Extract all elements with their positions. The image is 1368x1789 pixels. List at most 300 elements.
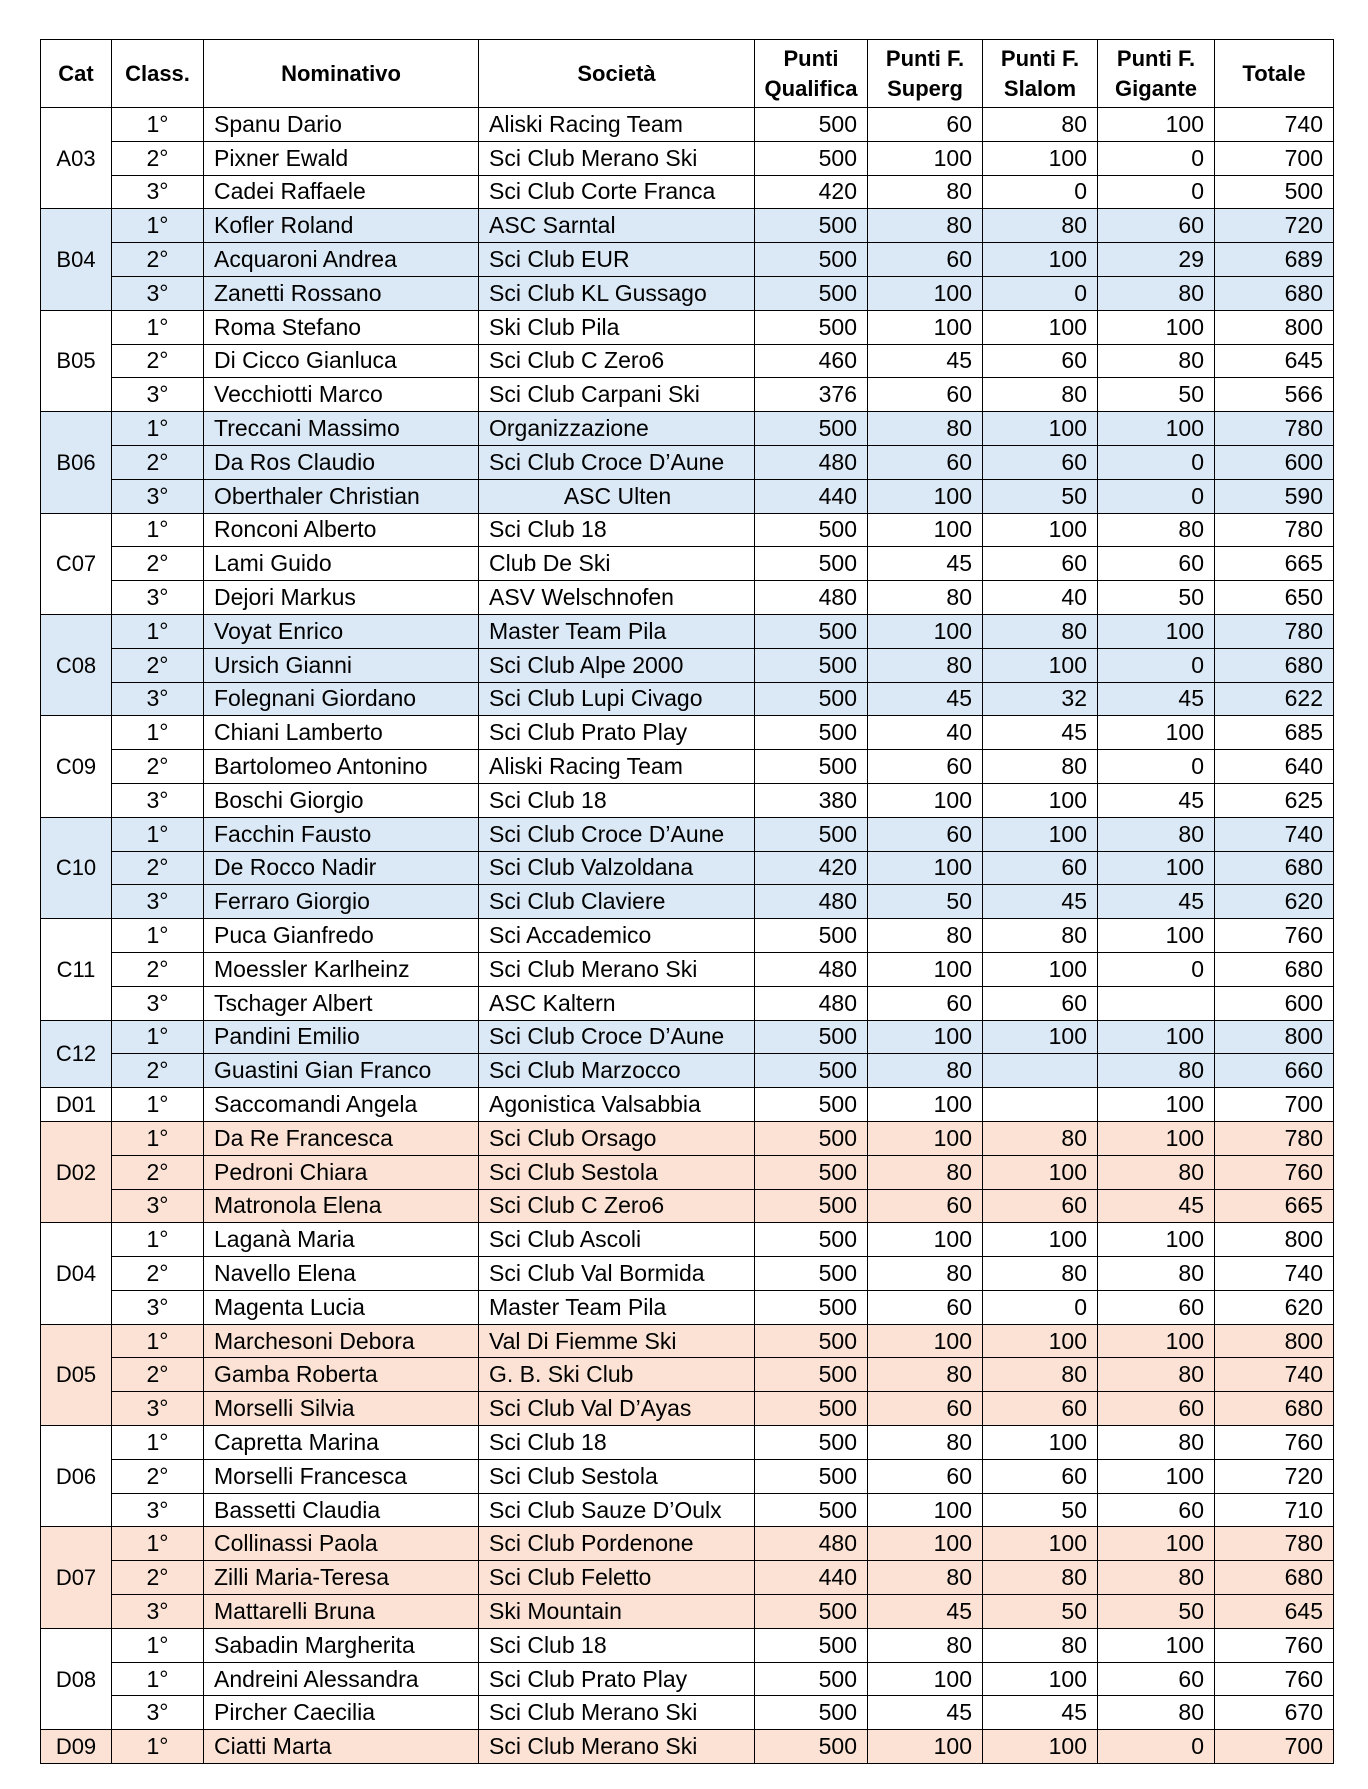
club-cell: Sci Club Valzoldana [479,851,755,885]
club-cell: Sci Club Ascoli [479,1223,755,1257]
athlete-name-cell: Laganà Maria [204,1223,479,1257]
position-cell: 3° [112,276,204,310]
athlete-name-cell: Tschager Albert [204,986,479,1020]
qualifying-points-cell: 500 [755,919,868,953]
table-row [41,445,1334,479]
gigante-points-cell: 50 [1098,1595,1215,1629]
table-row [41,1223,1334,1257]
gigante-points-cell: 45 [1098,783,1215,817]
qualifying-points-cell: 500 [755,513,868,547]
total-points-cell: 760 [1215,1426,1334,1460]
table-row [41,175,1334,209]
table-row [41,1730,1334,1764]
category-cell: A03 [41,108,112,209]
header-class: Class. [112,40,204,108]
gigante-points-cell: 45 [1098,885,1215,919]
gigante-points-cell: 0 [1098,952,1215,986]
club-cell: Sci Club C Zero6 [479,344,755,378]
superg-points-cell: 100 [868,783,983,817]
slalom-points-cell: 100 [983,952,1098,986]
table-row [41,1088,1334,1122]
gigante-points-cell: 80 [1098,1426,1215,1460]
athlete-name-cell: Da Ros Claudio [204,445,479,479]
athlete-name-cell: Puca Gianfredo [204,919,479,953]
superg-points-cell: 45 [868,1696,983,1730]
athlete-name-cell: Ursich Gianni [204,648,479,682]
superg-points-cell: 60 [868,1459,983,1493]
slalom-points-cell: 100 [983,1527,1098,1561]
superg-points-cell: 60 [868,445,983,479]
qualifying-points-cell: 480 [755,581,868,615]
table-row [41,716,1334,750]
table-row [41,1189,1334,1223]
total-points-cell: 680 [1215,952,1334,986]
gigante-points-cell: 0 [1098,175,1215,209]
club-cell: Sci Club 18 [479,513,755,547]
athlete-name-cell: Ronconi Alberto [204,513,479,547]
qualifying-points-cell: 420 [755,175,868,209]
qualifying-points-cell: 480 [755,986,868,1020]
slalom-points-cell: 100 [983,1223,1098,1257]
slalom-points-cell: 45 [983,1696,1098,1730]
total-points-cell: 780 [1215,513,1334,547]
slalom-points-cell: 60 [983,445,1098,479]
position-cell: 3° [112,1595,204,1629]
slalom-points-cell: 80 [983,1358,1098,1392]
athlete-name-cell: Chiani Lamberto [204,716,479,750]
superg-points-cell: 100 [868,310,983,344]
slalom-points-cell: 32 [983,682,1098,716]
position-cell: 2° [112,648,204,682]
gigante-points-cell: 100 [1098,1088,1215,1122]
results-body [41,108,1334,1764]
athlete-name-cell: Marchesoni Debora [204,1324,479,1358]
total-points-cell: 500 [1215,175,1334,209]
gigante-points-cell: 100 [1098,919,1215,953]
category-cell: D05 [41,1324,112,1425]
gigante-points-cell: 100 [1098,108,1215,142]
superg-points-cell: 100 [868,1493,983,1527]
position-cell: 1° [112,412,204,446]
qualifying-points-cell: 500 [755,1189,868,1223]
qualifying-points-cell: 460 [755,344,868,378]
club-cell: ASV Welschnofen [479,581,755,615]
slalom-points-cell [983,1054,1098,1088]
superg-points-cell: 60 [868,1290,983,1324]
qualifying-points-cell: 500 [755,1493,868,1527]
qualifying-points-cell: 376 [755,378,868,412]
slalom-points-cell: 100 [983,310,1098,344]
qualifying-points-cell: 500 [755,1257,868,1291]
gigante-points-cell: 100 [1098,1628,1215,1662]
table-row [41,648,1334,682]
superg-points-cell: 60 [868,1189,983,1223]
category-cell: C08 [41,614,112,715]
gigante-points-cell: 80 [1098,1696,1215,1730]
athlete-name-cell: Collinassi Paola [204,1527,479,1561]
slalom-points-cell: 50 [983,1493,1098,1527]
table-row [41,1561,1334,1595]
header-superg-line1: Punti F. [885,45,965,71]
table-row [41,1696,1334,1730]
slalom-points-cell: 100 [983,1155,1098,1189]
header-gigante-line1: Punti F. [1116,45,1196,71]
superg-points-cell: 60 [868,378,983,412]
position-cell: 1° [112,1223,204,1257]
gigante-points-cell: 80 [1098,513,1215,547]
header-name: Nominativo [204,40,479,108]
club-cell: Sci Club Merano Ski [479,1696,755,1730]
gigante-points-cell: 80 [1098,817,1215,851]
superg-points-cell: 60 [868,817,983,851]
superg-points-cell: 60 [868,243,983,277]
table-row [41,750,1334,784]
slalom-points-cell: 80 [983,108,1098,142]
gigante-points-cell: 0 [1098,445,1215,479]
slalom-points-cell [983,1088,1098,1122]
total-points-cell: 700 [1215,141,1334,175]
qualifying-points-cell: 480 [755,885,868,919]
qualifying-points-cell: 500 [755,412,868,446]
club-cell: ASC Sarntal [479,209,755,243]
table-row [41,1257,1334,1291]
athlete-name-cell: Dejori Markus [204,581,479,615]
superg-points-cell: 50 [868,885,983,919]
position-cell: 3° [112,1290,204,1324]
club-cell: Sci Club Claviere [479,885,755,919]
position-cell: 2° [112,243,204,277]
qualifying-points-cell: 380 [755,783,868,817]
header-cat: Cat [41,40,112,108]
qualifying-points-cell: 500 [755,108,868,142]
gigante-points-cell: 100 [1098,716,1215,750]
position-cell: 3° [112,682,204,716]
table-row [41,581,1334,615]
position-cell: 2° [112,344,204,378]
club-cell: Sci Club 18 [479,1628,755,1662]
total-points-cell: 665 [1215,547,1334,581]
total-points-cell: 622 [1215,682,1334,716]
position-cell: 1° [112,1020,204,1054]
club-cell: Ski Club Pila [479,310,755,344]
qualifying-points-cell: 480 [755,1527,868,1561]
gigante-points-cell: 100 [1098,614,1215,648]
slalom-points-cell: 80 [983,1257,1098,1291]
results-table [40,39,1334,1764]
total-points-cell: 800 [1215,1223,1334,1257]
slalom-points-cell: 50 [983,1595,1098,1629]
table-row [41,952,1334,986]
athlete-name-cell: Roma Stefano [204,310,479,344]
superg-points-cell: 60 [868,986,983,1020]
total-points-cell: 590 [1215,479,1334,513]
superg-points-cell: 80 [868,648,983,682]
total-points-cell: 680 [1215,851,1334,885]
club-cell: Sci Club Sauze D’Oulx [479,1493,755,1527]
qualifying-points-cell: 500 [755,1392,868,1426]
total-points-cell: 665 [1215,1189,1334,1223]
slalom-points-cell: 100 [983,648,1098,682]
gigante-points-cell: 80 [1098,1561,1215,1595]
superg-points-cell: 100 [868,851,983,885]
position-cell: 1° [112,817,204,851]
position-cell: 3° [112,1493,204,1527]
table-row [41,276,1334,310]
athlete-name-cell: Mattarelli Bruna [204,1595,479,1629]
slalom-points-cell: 45 [983,885,1098,919]
total-points-cell: 670 [1215,1696,1334,1730]
category-cell: D04 [41,1223,112,1324]
gigante-points-cell: 50 [1098,378,1215,412]
gigante-points-cell: 60 [1098,1392,1215,1426]
slalom-points-cell: 50 [983,479,1098,513]
total-points-cell: 710 [1215,1493,1334,1527]
total-points-cell: 760 [1215,1628,1334,1662]
qualifying-points-cell: 500 [755,547,868,581]
athlete-name-cell: Lami Guido [204,547,479,581]
total-points-cell: 650 [1215,581,1334,615]
superg-points-cell: 80 [868,1561,983,1595]
total-points-cell: 780 [1215,1527,1334,1561]
table-row [41,851,1334,885]
club-cell: Sci Club Sestola [479,1459,755,1493]
slalom-points-cell: 60 [983,986,1098,1020]
qualifying-points-cell: 500 [755,1459,868,1493]
header-slalom [983,40,1098,108]
header-slalom-line2: Slalom [1003,75,1077,101]
qualifying-points-cell: 500 [755,1155,868,1189]
superg-points-cell: 100 [868,479,983,513]
qualifying-points-cell: 500 [755,817,868,851]
position-cell: 1° [112,1527,204,1561]
total-points-cell: 760 [1215,1662,1334,1696]
table-row [41,1290,1334,1324]
athlete-name-cell: Moessler Karlheinz [204,952,479,986]
club-cell: Sci Club Lupi Civago [479,682,755,716]
gigante-points-cell: 80 [1098,276,1215,310]
slalom-points-cell: 45 [983,716,1098,750]
total-points-cell: 640 [1215,750,1334,784]
slalom-points-cell: 80 [983,1561,1098,1595]
athlete-name-cell: Pircher Caecilia [204,1696,479,1730]
header-gigante-line2: Gigante [1115,75,1197,101]
superg-points-cell: 100 [868,952,983,986]
header-row [41,40,1334,108]
table-row [41,378,1334,412]
total-points-cell: 680 [1215,1392,1334,1426]
club-cell: Master Team Pila [479,1290,755,1324]
athlete-name-cell: Andreini Alessandra [204,1662,479,1696]
athlete-name-cell: Morselli Francesca [204,1459,479,1493]
position-cell: 2° [112,750,204,784]
gigante-points-cell: 60 [1098,209,1215,243]
qualifying-points-cell: 500 [755,614,868,648]
table-row [41,1662,1334,1696]
superg-points-cell: 45 [868,682,983,716]
total-points-cell: 620 [1215,885,1334,919]
club-cell: Sci Club 18 [479,783,755,817]
total-points-cell: 740 [1215,108,1334,142]
slalom-points-cell: 0 [983,175,1098,209]
gigante-points-cell: 100 [1098,1020,1215,1054]
club-cell: Sci Club Croce D’Aune [479,1020,755,1054]
total-points-cell: 780 [1215,614,1334,648]
athlete-name-cell: Matronola Elena [204,1189,479,1223]
slalom-points-cell: 100 [983,141,1098,175]
total-points-cell: 689 [1215,243,1334,277]
club-cell: Sci Club 18 [479,1426,755,1460]
gigante-points-cell: 80 [1098,1257,1215,1291]
position-cell: 1° [112,1628,204,1662]
position-cell: 2° [112,1459,204,1493]
position-cell: 3° [112,1696,204,1730]
qualifying-points-cell: 500 [755,750,868,784]
total-points-cell: 740 [1215,817,1334,851]
athlete-name-cell: Acquaroni Andrea [204,243,479,277]
total-points-cell: 760 [1215,919,1334,953]
club-cell: ASC Kaltern [479,986,755,1020]
table-row [41,986,1334,1020]
table-row [41,817,1334,851]
superg-points-cell: 100 [868,1088,983,1122]
position-cell: 1° [112,310,204,344]
superg-points-cell: 60 [868,1392,983,1426]
superg-points-cell: 80 [868,1054,983,1088]
superg-points-cell: 100 [868,1662,983,1696]
total-points-cell: 720 [1215,1459,1334,1493]
athlete-name-cell: Di Cicco Gianluca [204,344,479,378]
gigante-points-cell: 100 [1098,1459,1215,1493]
category-cell: D02 [41,1121,112,1222]
table-row [41,1155,1334,1189]
qualifying-points-cell: 480 [755,952,868,986]
club-cell: Ski Mountain [479,1595,755,1629]
slalom-points-cell: 60 [983,1392,1098,1426]
total-points-cell: 680 [1215,1561,1334,1595]
athlete-name-cell: Voyat Enrico [204,614,479,648]
gigante-points-cell: 80 [1098,1155,1215,1189]
slalom-points-cell: 60 [983,547,1098,581]
athlete-name-cell: Pedroni Chiara [204,1155,479,1189]
qualifying-points-cell: 500 [755,682,868,716]
superg-points-cell: 80 [868,1426,983,1460]
table-row [41,919,1334,953]
total-points-cell: 680 [1215,276,1334,310]
superg-points-cell: 45 [868,344,983,378]
category-cell: C11 [41,919,112,1020]
superg-points-cell: 80 [868,1257,983,1291]
qualifying-points-cell: 440 [755,479,868,513]
slalom-points-cell: 100 [983,817,1098,851]
table-row [41,479,1334,513]
superg-points-cell: 80 [868,1358,983,1392]
qualifying-points-cell: 500 [755,1696,868,1730]
qualifying-points-cell: 500 [755,1324,868,1358]
superg-points-cell: 100 [868,1730,983,1764]
qualifying-points-cell: 500 [755,1426,868,1460]
gigante-points-cell: 100 [1098,412,1215,446]
club-cell: Aliski Racing Team [479,108,755,142]
position-cell: 2° [112,141,204,175]
club-cell: Sci Club Val D’Ayas [479,1392,755,1426]
position-cell: 2° [112,547,204,581]
slalom-points-cell: 0 [983,276,1098,310]
superg-points-cell: 100 [868,513,983,547]
athlete-name-cell: Guastini Gian Franco [204,1054,479,1088]
gigante-points-cell: 100 [1098,851,1215,885]
slalom-points-cell: 100 [983,1426,1098,1460]
position-cell: 1° [112,614,204,648]
table-row [41,547,1334,581]
position-cell: 2° [112,445,204,479]
position-cell: 3° [112,783,204,817]
slalom-points-cell: 40 [983,581,1098,615]
athlete-name-cell: Pandini Emilio [204,1020,479,1054]
total-points-cell: 680 [1215,648,1334,682]
athlete-name-cell: De Rocco Nadir [204,851,479,885]
athlete-name-cell: Saccomandi Angela [204,1088,479,1122]
table-row [41,885,1334,919]
position-cell: 3° [112,378,204,412]
total-points-cell: 780 [1215,412,1334,446]
gigante-points-cell: 60 [1098,1290,1215,1324]
athlete-name-cell: Facchin Fausto [204,817,479,851]
header-qual [755,40,868,108]
category-cell: B06 [41,412,112,513]
table-row [41,243,1334,277]
header-superg [868,40,983,108]
total-points-cell: 740 [1215,1358,1334,1392]
position-cell: 2° [112,851,204,885]
position-cell: 3° [112,986,204,1020]
category-cell: B05 [41,310,112,411]
superg-points-cell: 80 [868,1155,983,1189]
slalom-points-cell: 60 [983,1459,1098,1493]
club-cell: Sci Club KL Gussago [479,276,755,310]
position-cell: 3° [112,175,204,209]
qualifying-points-cell: 500 [755,648,868,682]
athlete-name-cell: Oberthaler Christian [204,479,479,513]
position-cell: 1° [112,1121,204,1155]
club-cell: Sci Club Marzocco [479,1054,755,1088]
athlete-name-cell: Sabadin Margherita [204,1628,479,1662]
qualifying-points-cell: 500 [755,1290,868,1324]
slalom-points-cell: 60 [983,344,1098,378]
table-row [41,1358,1334,1392]
superg-points-cell: 100 [868,141,983,175]
athlete-name-cell: Vecchiotti Marco [204,378,479,412]
position-cell: 1° [112,1662,204,1696]
qualifying-points-cell: 480 [755,445,868,479]
position-cell: 2° [112,1358,204,1392]
athlete-name-cell: Ciatti Marta [204,1730,479,1764]
position-cell: 2° [112,1054,204,1088]
slalom-points-cell: 100 [983,513,1098,547]
table-row [41,1054,1334,1088]
superg-points-cell: 60 [868,108,983,142]
superg-points-cell: 40 [868,716,983,750]
gigante-points-cell: 45 [1098,1189,1215,1223]
superg-points-cell: 80 [868,209,983,243]
gigante-points-cell [1098,986,1215,1020]
gigante-points-cell: 50 [1098,581,1215,615]
table-row [41,1459,1334,1493]
header-total: Totale [1215,40,1334,108]
gigante-points-cell: 100 [1098,1324,1215,1358]
athlete-name-cell: Navello Elena [204,1257,479,1291]
total-points-cell: 600 [1215,445,1334,479]
qualifying-points-cell: 500 [755,1595,868,1629]
